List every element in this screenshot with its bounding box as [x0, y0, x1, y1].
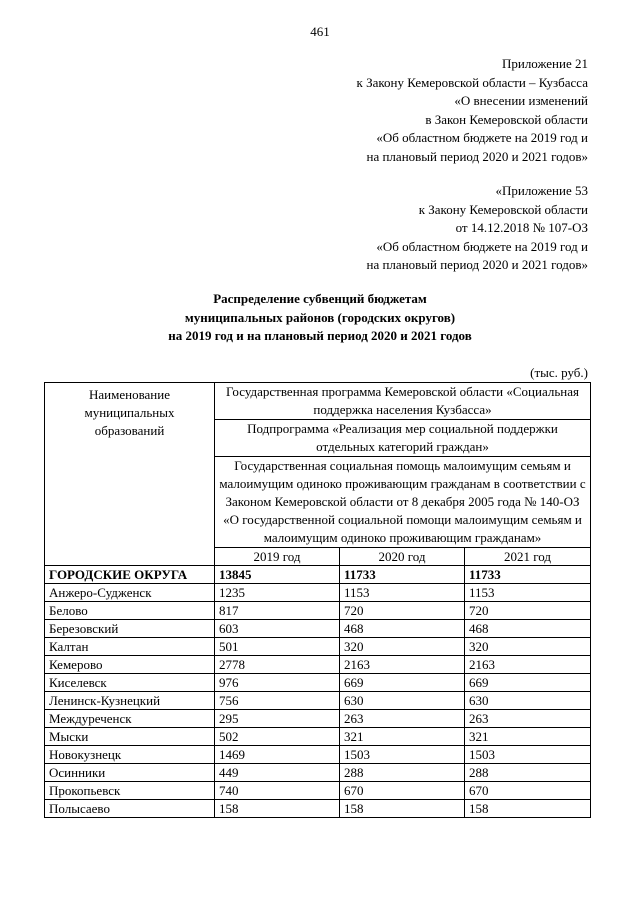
- annex-line: от 14.12.2018 № 107-ОЗ: [455, 220, 588, 235]
- municipality-cell: Ленинск-Кузнецкий: [45, 692, 215, 710]
- header-subprogram: Подпрограмма «Реализация мер социальной поддержки отдельных категорий граждан»: [215, 420, 591, 457]
- value-2019-cell: 13845: [215, 566, 340, 584]
- value-2021-cell: 669: [465, 674, 591, 692]
- municipality-cell: Киселевск: [45, 674, 215, 692]
- value-2020-cell: 1503: [340, 746, 465, 764]
- header-municipality-name: Наименование муниципальных образований: [45, 383, 215, 566]
- value-2020-cell: 630: [340, 692, 465, 710]
- value-2020-cell: 720: [340, 602, 465, 620]
- value-2020-cell: 468: [340, 620, 465, 638]
- value-2021-cell: 630: [465, 692, 591, 710]
- table-row: [45, 584, 591, 602]
- table-row: [45, 800, 591, 818]
- value-2021-cell: 1153: [465, 584, 591, 602]
- annex-53-header: [367, 182, 589, 275]
- municipality-cell: Калтан: [45, 638, 215, 656]
- table-row: [45, 692, 591, 710]
- annex-line: «Об областном бюджете на 2019 год и: [376, 238, 588, 254]
- municipality-cell: Березовский: [45, 620, 215, 638]
- table-row: [45, 674, 591, 692]
- title-line: Распределение субвенций бюджетам: [213, 291, 427, 306]
- value-2021-cell: 158: [465, 800, 591, 818]
- value-2020-cell: 320: [340, 638, 465, 656]
- municipality-cell: ГОРОДСКИЕ ОКРУГА: [45, 566, 215, 584]
- title-line: на 2019 год и на плановый период 2020 и 2021 годов: [168, 328, 472, 343]
- value-2020-cell: 321: [340, 728, 465, 746]
- value-2021-cell: 288: [465, 764, 591, 782]
- annex-line: к Закону Кемеровской области: [418, 201, 588, 217]
- annex-line: на плановый период 2020 и 2021 годов»: [366, 148, 588, 164]
- annex-line: Приложение 21: [501, 56, 588, 71]
- municipality-cell: Анжеро-Судженск: [45, 584, 215, 602]
- value-2021-cell: 263: [465, 710, 591, 728]
- header-measure: Государственная социальная помощь малоимущим семьям и малоимущим одиноко проживающим гражданам в соответствии с Законом Кемеровской области от 8 декабря 2005 года № 140-ОЗ «О государственной социальной помощи малоимущим семьям и малоимущим одиноко проживающим гражданам»: [215, 457, 591, 548]
- annex-line: к Закону Кемеровской области – Кузбасса: [356, 74, 588, 90]
- table-row: [45, 782, 591, 800]
- table-row: [45, 728, 591, 746]
- municipality-cell: Белово: [45, 602, 215, 620]
- table-row: [45, 746, 591, 764]
- value-2020-cell: 669: [340, 674, 465, 692]
- table-row: [45, 638, 591, 656]
- value-2021-cell: 1503: [465, 746, 591, 764]
- value-2019-cell: 501: [215, 638, 340, 656]
- municipality-cell: Прокопьевск: [45, 782, 215, 800]
- value-2020-cell: 2163: [340, 656, 465, 674]
- value-2020-cell: 1153: [340, 584, 465, 602]
- value-2019-cell: 1469: [215, 746, 340, 764]
- units-label: (тыс. руб.): [530, 365, 588, 380]
- value-2019-cell: 976: [215, 674, 340, 692]
- municipality-cell: Мыски: [45, 728, 215, 746]
- municipality-cell: Кемерово: [45, 656, 215, 674]
- document-title: [0, 290, 640, 346]
- header-year-2020: 2020 год: [340, 548, 465, 566]
- table-row: [45, 620, 591, 638]
- value-2019-cell: 449: [215, 764, 340, 782]
- value-2020-cell: 288: [340, 764, 465, 782]
- table-row: [45, 566, 591, 584]
- value-2020-cell: 11733: [340, 566, 465, 584]
- title-line: муниципальных районов (городских округов): [184, 309, 456, 325]
- header-state-program: Государственная программа Кемеровской области «Социальная поддержка населения Кузбасса»: [215, 383, 591, 420]
- value-2019-cell: 740: [215, 782, 340, 800]
- value-2021-cell: 468: [465, 620, 591, 638]
- value-2019-cell: 1235: [215, 584, 340, 602]
- municipality-cell: Междуреченск: [45, 710, 215, 728]
- municipality-cell: Осинники: [45, 764, 215, 782]
- header-year-2019: 2019 год: [215, 548, 340, 566]
- table-row: [45, 710, 591, 728]
- value-2019-cell: 2778: [215, 656, 340, 674]
- page-number: 461: [310, 24, 330, 39]
- value-2021-cell: 320: [465, 638, 591, 656]
- municipality-cell: Новокузнецк: [45, 746, 215, 764]
- annex-line: «О внесении изменений: [454, 93, 588, 108]
- table-row: [45, 602, 591, 620]
- annex-21-header: [357, 55, 589, 166]
- table-row: [45, 656, 591, 674]
- header-year-2021: 2021 год: [465, 548, 591, 566]
- municipality-cell: Полысаево: [45, 800, 215, 818]
- annex-line: на плановый период 2020 и 2021 годов»: [366, 257, 588, 272]
- value-2019-cell: 603: [215, 620, 340, 638]
- table-row: [45, 764, 591, 782]
- annex-line: «Об областном бюджете на 2019 год и: [376, 130, 588, 145]
- value-2021-cell: 720: [465, 602, 591, 620]
- value-2020-cell: 670: [340, 782, 465, 800]
- value-2021-cell: 11733: [465, 566, 591, 584]
- value-2019-cell: 756: [215, 692, 340, 710]
- value-2019-cell: 502: [215, 728, 340, 746]
- value-2019-cell: 158: [215, 800, 340, 818]
- value-2019-cell: 817: [215, 602, 340, 620]
- value-2020-cell: 158: [340, 800, 465, 818]
- annex-line: «Приложение 53: [495, 183, 588, 198]
- annex-line: в Закон Кемеровской области: [425, 111, 588, 127]
- value-2021-cell: 321: [465, 728, 591, 746]
- value-2021-cell: 2163: [465, 656, 591, 674]
- value-2021-cell: 670: [465, 782, 591, 800]
- value-2019-cell: 295: [215, 710, 340, 728]
- subvention-table: [44, 382, 591, 818]
- value-2020-cell: 263: [340, 710, 465, 728]
